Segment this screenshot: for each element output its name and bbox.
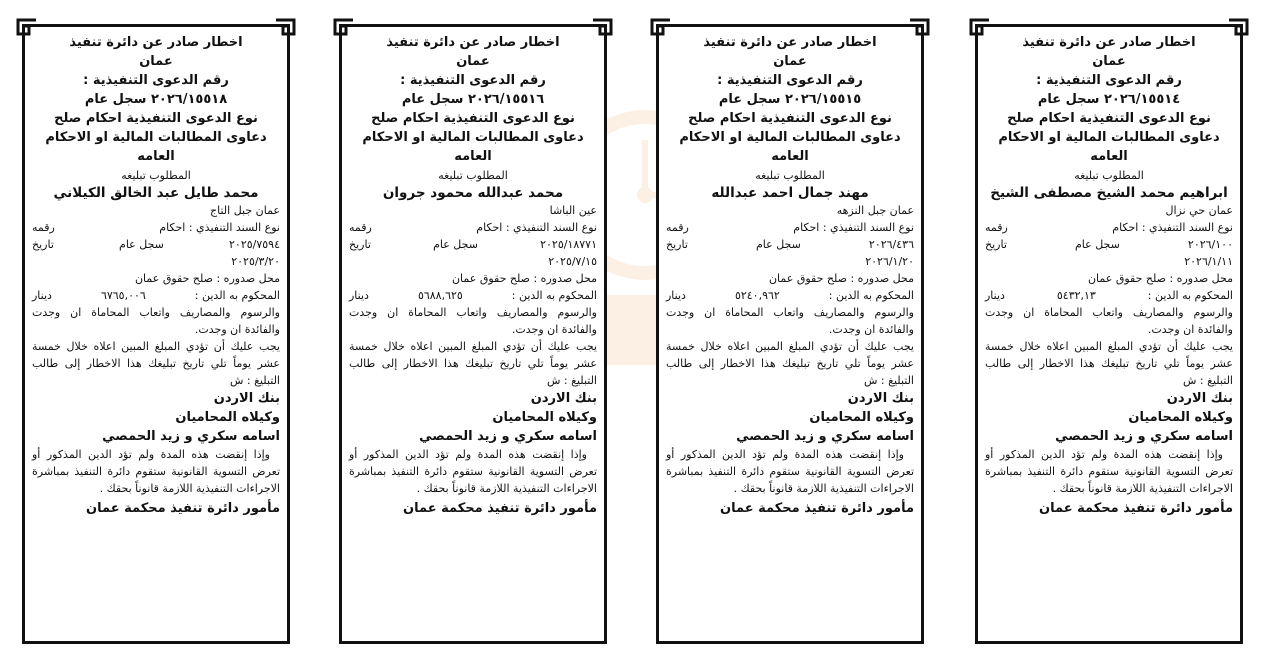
issuer: محل صدوره : صلح حقوق عمان (1087, 272, 1233, 285)
doc-type: نوع السند التنفيذي : احكام (159, 221, 280, 234)
notice-card (22, 24, 290, 644)
lawyers-names: اسامه سكري و زيد الحمصي (419, 429, 597, 444)
case-year: سجل عام (401, 92, 464, 107)
person-name: محمد طايل عبد الخالق الكيلاني (53, 185, 259, 201)
closing-text: وإذا إنقضت هذه المدة ولم تؤد الدين المذكور أو تعرض التسوية القانونية ستقوم دائرة التنفيذ بمباشرة الاجراءات التنفيذية اللازمة قانوناً بحقك . (349, 448, 597, 495)
debt-label: المحكوم به الدين : (511, 289, 597, 302)
doc-number-row (349, 236, 597, 253)
doc-type: نوع السند التنفيذي : احكام (1112, 221, 1233, 234)
corner-bracket-icon (274, 18, 296, 36)
doc-number: ٢٠٢٦/١٠٠ (1187, 238, 1233, 251)
case-number-line (349, 90, 597, 109)
notice-title: اخطار صادر عن دائرة تنفيذ (69, 35, 243, 50)
lawyers-names: اسامه سكري و زيد الحمصي (102, 429, 280, 444)
payment-notice: يجب عليك أن تؤدي المبلغ المبين اعلاه خلال خمسة عشر يوماً تلي تاريخ تبليغك هذا الاخطار إلى طالب التبليغ : ش (985, 340, 1233, 387)
debt-label: المحكوم به الدين : (1147, 289, 1233, 302)
debt-row (666, 287, 914, 304)
payment-notice: يجب عليك أن تؤدي المبلغ المبين اعلاه خلال خمسة عشر يوماً تلي تاريخ تبليغك هذا الاخطار إلى طالب التبليغ : ش (32, 340, 280, 387)
debt-currency: دينار (985, 289, 1005, 302)
doc-number: ٢٠٢٦/٤٣٦ (868, 238, 914, 251)
address: عمان حي نزال (1165, 204, 1233, 217)
debt-currency: دينار (32, 289, 52, 302)
lawyers-label: وكيلاه المحاميان (492, 410, 597, 425)
debt-row (32, 287, 280, 304)
case-year: سجل عام (718, 92, 781, 107)
doc-number-label: رقمه (985, 221, 1008, 234)
case-number: ٢٠٢٦/١٥٥١٦ (467, 92, 545, 107)
issuer: محل صدوره : صلح حقوق عمان (451, 272, 597, 285)
person-name: محمد عبدالله محمود جروان (382, 185, 564, 201)
creditor-bank: بنك الاردن (530, 391, 597, 406)
issuer: محل صدوره : صلح حقوق عمان (768, 272, 914, 285)
case-type: نوع الدعوى التنفيذية احكام صلح (1007, 111, 1211, 126)
lawyers-names: اسامه سكري و زيد الحمصي (1055, 429, 1233, 444)
lawyers-label: وكيلاه المحاميان (1128, 410, 1233, 425)
notice-city: عمان (456, 54, 490, 69)
corner-bracket-icon (16, 18, 38, 36)
notice-title: اخطار صادر عن دائرة تنفيذ (1022, 35, 1196, 50)
case-label: رقم الدعوى التنفيذية : (400, 73, 546, 88)
case-number: ٢٠٢٦/١٥٥١٨ (150, 92, 228, 107)
required-label: المطلوب تبليغه (438, 169, 508, 182)
doc-date-label: تاريخ (32, 238, 54, 251)
case-type: نوع الدعوى التنفيذية احكام صلح (54, 111, 258, 126)
person-name: مهند جمال احمد عبدالله (711, 185, 869, 201)
doc-type: نوع السند التنفيذي : احكام (793, 221, 914, 234)
doc-date: ٢٠٢٥/٣/٢٠ (231, 255, 280, 268)
doc-number-row (985, 236, 1233, 253)
closing-text: وإذا إنقضت هذه المدة ولم تؤد الدين المذكور أو تعرض التسوية القانونية ستقوم دائرة التنفيذ بمباشرة الاجراءات التنفيذية اللازمة قانوناً بحقك . (32, 448, 280, 495)
case-label: رقم الدعوى التنفيذية : (717, 73, 863, 88)
notice-card (339, 24, 607, 644)
debt-label: المحكوم به الدين : (194, 289, 280, 302)
notice-title: اخطار صادر عن دائرة تنفيذ (703, 35, 877, 50)
case-label: رقم الدعوى التنفيذية : (83, 73, 229, 88)
notice-city: عمان (139, 54, 173, 69)
creditor-bank: بنك الاردن (213, 391, 280, 406)
signature: مأمور دائرة تنفيذ محكمة عمان (1039, 501, 1233, 516)
payment-notice: يجب عليك أن تؤدي المبلغ المبين اعلاه خلال خمسة عشر يوماً تلي تاريخ تبليغك هذا الاخطار إلى طالب التبليغ : ش (349, 340, 597, 387)
debt-row (985, 287, 1233, 304)
notice-city: عمان (773, 54, 807, 69)
lawyers-label: وكيلاه المحاميان (809, 410, 914, 425)
closing-text: وإذا إنقضت هذه المدة ولم تؤد الدين المذكور أو تعرض التسوية القانونية ستقوم دائرة التنفيذ بمباشرة الاجراءات التنفيذية اللازمة قانوناً بحقك . (985, 448, 1233, 495)
corner-bracket-icon (969, 18, 991, 36)
required-label: المطلوب تبليغه (121, 169, 191, 182)
lawyers-names: اسامه سكري و زيد الحمصي (736, 429, 914, 444)
case-category: دعاوى المطالبات المالية او الاحكام العامه (45, 130, 267, 164)
doc-date-label: تاريخ (666, 238, 688, 251)
case-number-line (32, 90, 280, 109)
fees-text: والرسوم والمصاريف واتعاب المحاماة ان وجدت والفائدة ان وجدت. (32, 306, 280, 336)
address: عمان جبل التاج (210, 204, 280, 217)
debt-amount: ٥٤٣٢,١٣ (1056, 289, 1096, 302)
debt-row (349, 287, 597, 304)
doc-date: ٢٠٢٥/٧/١٥ (548, 255, 597, 268)
debt-amount: ٥٦٨٨,٦٢٥ (417, 289, 463, 302)
doc-date: ٢٠٢٦/١/٢٠ (865, 255, 914, 268)
doc-type-row (666, 219, 914, 236)
person-name: ابراهيم محمد الشيخ مصطفى الشيخ (990, 185, 1228, 201)
fees-text: والرسوم والمصاريف واتعاب المحاماة ان وجدت والفائدة ان وجدت. (349, 306, 597, 336)
address: عين الباشا (549, 204, 597, 217)
doc-date-label: تاريخ (985, 238, 1007, 251)
doc-date: ٢٠٢٦/١/١١ (1184, 255, 1233, 268)
case-type: نوع الدعوى التنفيذية احكام صلح (688, 111, 892, 126)
case-type: نوع الدعوى التنفيذية احكام صلح (371, 111, 575, 126)
case-number: ٢٠٢٦/١٥٥١٥ (784, 92, 862, 107)
payment-notice: يجب عليك أن تؤدي المبلغ المبين اعلاه خلال خمسة عشر يوماً تلي تاريخ تبليغك هذا الاخطار إلى طالب التبليغ : ش (666, 340, 914, 387)
required-label: المطلوب تبليغه (1074, 169, 1144, 182)
case-year: سجل عام (84, 92, 147, 107)
address: عمان جبل النزهه (836, 204, 914, 217)
doc-reg: سجل عام (119, 238, 164, 251)
doc-type-row (349, 219, 597, 236)
fees-text: والرسوم والمصاريف واتعاب المحاماة ان وجدت والفائدة ان وجدت. (985, 306, 1233, 336)
debt-currency: دينار (349, 289, 369, 302)
case-category: دعاوى المطالبات المالية او الاحكام العامه (998, 130, 1220, 164)
case-number-line (985, 90, 1233, 109)
fees-text: والرسوم والمصاريف واتعاب المحاماة ان وجدت والفائدة ان وجدت. (666, 306, 914, 336)
required-label: المطلوب تبليغه (755, 169, 825, 182)
notice-city: عمان (1092, 54, 1126, 69)
case-label: رقم الدعوى التنفيذية : (1036, 73, 1182, 88)
doc-number-label: رقمه (666, 221, 689, 234)
closing-text: وإذا إنقضت هذه المدة ولم تؤد الدين المذكور أو تعرض التسوية القانونية ستقوم دائرة التنفيذ بمباشرة الاجراءات التنفيذية اللازمة قانوناً بحقك . (666, 448, 914, 495)
case-number-line (666, 90, 914, 109)
doc-reg: سجل عام (755, 238, 801, 251)
creditor-bank: بنك الاردن (1166, 391, 1233, 406)
doc-date-label: تاريخ (349, 238, 371, 251)
creditor-bank: بنك الاردن (847, 391, 914, 406)
debt-label: المحكوم به الدين : (828, 289, 914, 302)
signature: مأمور دائرة تنفيذ محكمة عمان (86, 501, 280, 516)
case-category: دعاوى المطالبات المالية او الاحكام العامه (679, 130, 901, 164)
doc-type-row (32, 219, 280, 236)
doc-type-row (985, 219, 1233, 236)
doc-number-label: رقمه (32, 221, 55, 234)
corner-bracket-icon (1227, 18, 1249, 36)
lawyers-label: وكيلاه المحاميان (175, 410, 280, 425)
corner-bracket-icon (650, 18, 672, 36)
debt-currency: دينار (666, 289, 686, 302)
doc-number-row (32, 236, 280, 253)
doc-reg: سجل عام (1074, 238, 1120, 251)
corner-bracket-icon (591, 18, 613, 36)
case-number: ٢٠٢٦/١٥٥١٤ (1103, 92, 1181, 107)
doc-reg: سجل عام (433, 238, 478, 251)
doc-number-row (666, 236, 914, 253)
debt-amount: ٥٢٤٠,٩٦٢ (734, 289, 780, 302)
issuer: محل صدوره : صلح حقوق عمان (134, 272, 280, 285)
doc-number-label: رقمه (349, 221, 372, 234)
signature: مأمور دائرة تنفيذ محكمة عمان (720, 501, 914, 516)
signature: مأمور دائرة تنفيذ محكمة عمان (403, 501, 597, 516)
notice-card (656, 24, 924, 644)
doc-number: ٢٠٢٥/٧٥٩٤ (229, 238, 280, 251)
case-category: دعاوى المطالبات المالية او الاحكام العامه (362, 130, 584, 164)
doc-type: نوع السند التنفيذي : احكام (476, 221, 597, 234)
corner-bracket-icon (333, 18, 355, 36)
notice-title: اخطار صادر عن دائرة تنفيذ (386, 35, 560, 50)
case-year: سجل عام (1037, 92, 1100, 107)
debt-amount: ٦٧٦٥,٠٠٦ (100, 289, 146, 302)
doc-number: ٢٠٢٥/١٨٧٧١ (540, 238, 597, 251)
notice-card (975, 24, 1243, 644)
corner-bracket-icon (908, 18, 930, 36)
